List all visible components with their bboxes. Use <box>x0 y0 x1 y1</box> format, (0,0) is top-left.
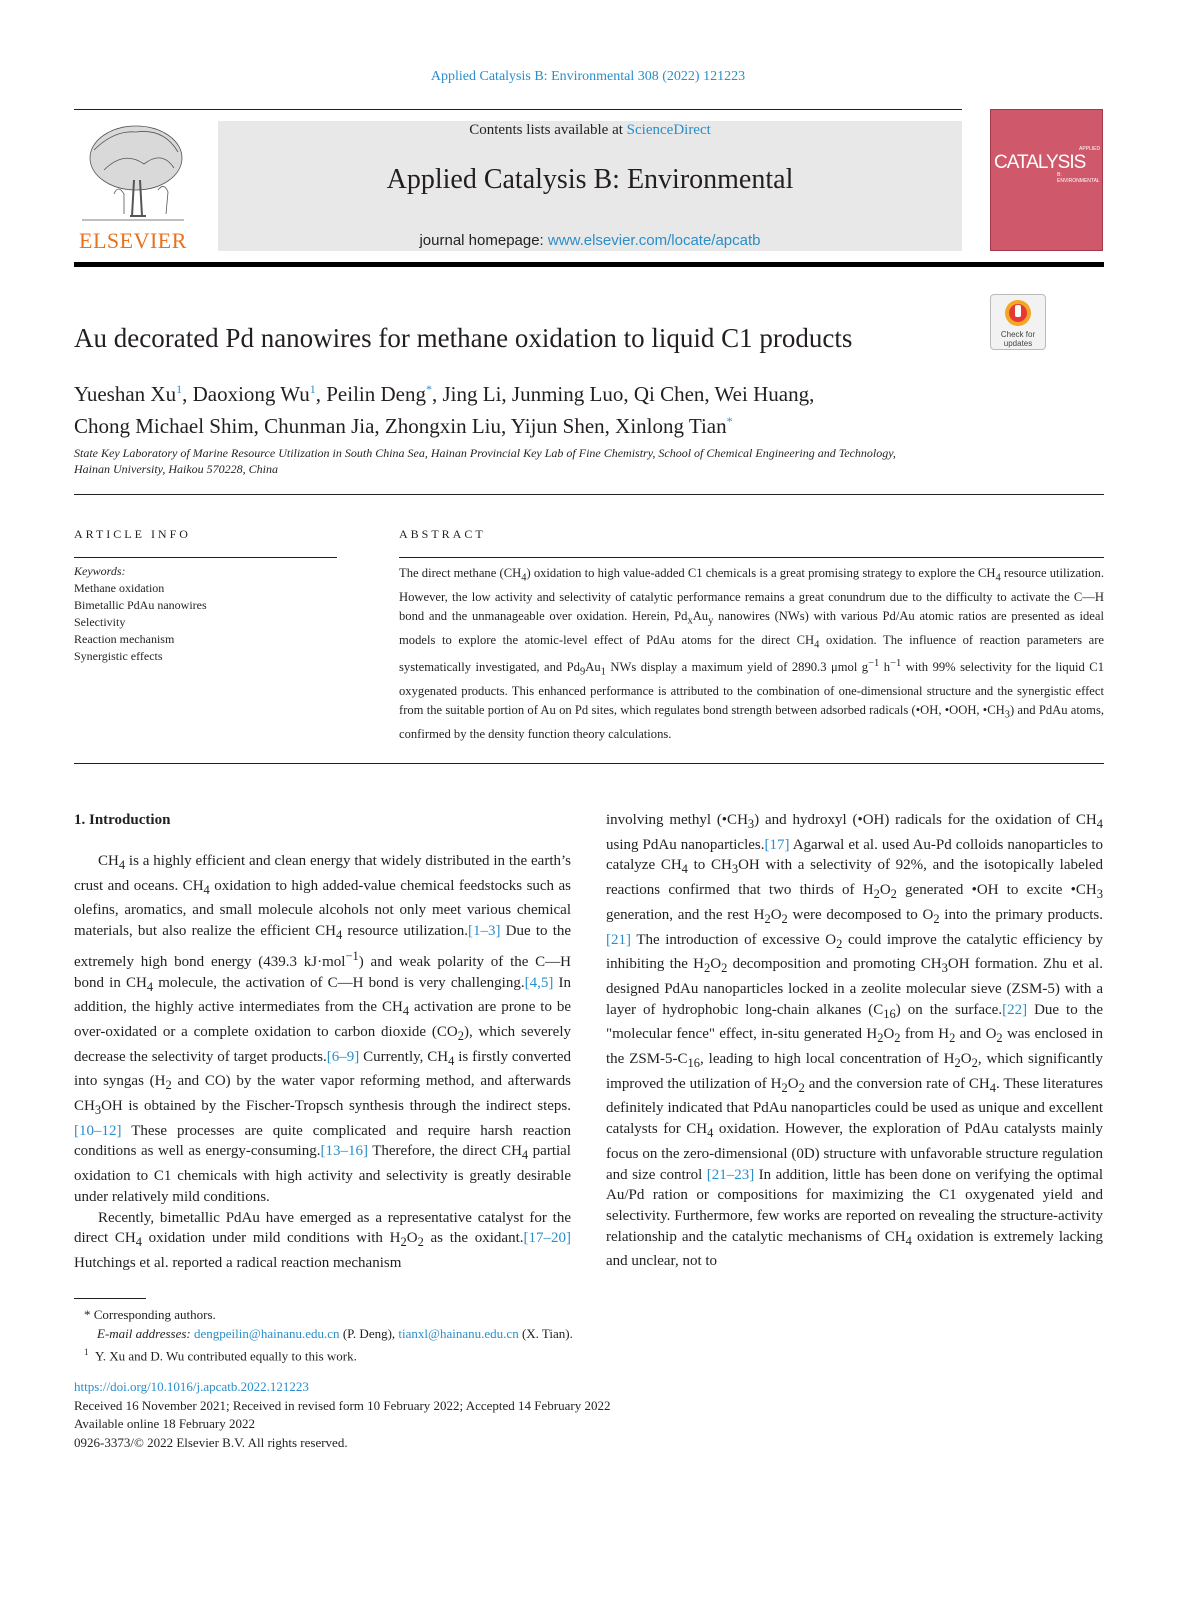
author-mark[interactable]: 1 <box>176 382 183 396</box>
author-name[interactable]: Wei Huang <box>714 382 810 406</box>
keywords-label: Keywords: <box>74 564 126 578</box>
affiliation-line-1: State Key Laboratory of Marine Resource Utilization in South China Sea, Hainan Provincial Key Lab of Fine Chemistry, School of Chemical Engineering and Technology, <box>74 446 896 460</box>
author-separator: , <box>501 382 512 406</box>
footnote-rule <box>74 1298 146 1299</box>
copyright: 0926-3373/© 2022 Elsevier B.V. All rights reserved. <box>74 1435 348 1451</box>
author-separator: , <box>182 382 193 406</box>
keywords-block <box>74 563 337 665</box>
contents-line <box>218 122 962 139</box>
equal-text: Y. Xu and D. Wu contributed equally to this work. <box>95 1348 357 1364</box>
author-line-1 <box>74 376 974 408</box>
introduction-right-column <box>606 810 1103 1272</box>
email-deng-who: (P. Deng), <box>339 1326 399 1341</box>
author-name[interactable]: Jing Li <box>442 382 502 406</box>
author-separator: , <box>809 382 815 406</box>
intro-paragraph: $CH_4$ is a highly efficient and clean energy that widely distributed in the earth’s crust and oceans. $CH_4$ oxidation to high added-value chemical feedstocks such as olefins, aromatics, and small molecule alcohols not only meet various chemical materials, but also realize the efficient $CH_4$ resource utilization.[1–3] Due to the extremely high bond energy (439.3 kJ·mol$^{-1}$) and weak polarity of the C—H bond in $CH_4$ molecule, the activation of C—H bond is very challenging.[4,5] In addition, the highly active intermediates from the $CH_4$ activation are prone to be over-oxidated or a complete oxidation to carbon dioxide $(CO_2)$, which severely decrease the selectivity of target products.[6–9] Currently, $CH_4$ is firstly converted into syngas ($H_2$ and CO) by the water vapor reforming method, and afterwards $CH_3OH$ is obtained by the Fischer-Tropsch synthesis through the indirect steps.[10–12] These processes are quite complicated and require harsh reaction conditions as well as energy-consuming.[13–16] Therefore, the direct $CH_4$ partial oxidation to C1 chemicals with high activity and selectivity is greatly desirable under relatively mild conditions. <box>74 853 572 1205</box>
author-separator: , <box>432 382 443 406</box>
abstract-text: The direct methane $(CH_4)$ oxidation to high value-added C1 chemicals is a great promising strategy to explore the $CH_4$ resource utilization. However, the low activity and selectivity of catalytic performance remains a great conundrum due to the difficulty to activate the C—H bond and the unmanageable over oxidation. Herein, $Pd_xAu_y$ nanowires (NWs) with various Pd/Au atomic ratios are presented as ideal models to explore the atomic-level effect of PdAu atoms for the direct $CH_4$ oxidation. The influence of reaction parameters are systematically investigated, and $Pd_9Au_1$ NWs display a maximum yield of 2890.3 μmol $g^{-1}$ $h^{-1}$ with 99% selectivity for the liquid C1 oxygenated products. This enhanced performance is attributed to the combination of one-dimensional structure and the synergistic effect from the suitable portion of Au on Pd sites, which regulates bond strength between adsorbed radicals (•OH, •OOH, $•CH_3$) and PdAu atoms, confirmed by the density function theory calculations. <box>399 566 1105 741</box>
intro-paragraph: Recently, bimetallic PdAu have emerged as a representative catalyst for the direct $CH_4$ oxidation under mild conditions with $H_2O_2$ as the oxidant.[17–20] Hutchings et al. reported a radical reaction mechanism <box>74 1209 571 1271</box>
article-title: Au decorated Pd nanowires for methane oxidation to liquid C1 products <box>74 323 853 353</box>
author-name[interactable]: Junming Luo <box>511 382 624 406</box>
email-note <box>74 1324 874 1343</box>
journal-banner <box>218 121 962 251</box>
author-separator: , <box>315 382 327 406</box>
citation-link[interactable]: [21–23] <box>706 1166 755 1183</box>
journal-reference-link[interactable]: Applied Catalysis B: Environmental 308 (2022) 121223 <box>430 69 746 84</box>
journal-cover-thumbnail[interactable] <box>990 109 1103 251</box>
author-name[interactable]: Xinlong Tian <box>615 414 727 438</box>
corresponding-note: * Corresponding authors. <box>84 1307 216 1322</box>
citation-link[interactable]: [1–3] <box>467 923 501 940</box>
author-separator: , <box>623 382 634 406</box>
author-name[interactable]: Yueshan Xu <box>74 382 177 406</box>
header-rule <box>74 109 962 110</box>
author-name[interactable]: Yijun Shen <box>510 414 605 438</box>
footnotes <box>74 1305 874 1365</box>
keyword-item: Bimetallic PdAu nanowires <box>74 598 207 612</box>
author-list <box>74 376 974 440</box>
author-name[interactable]: Qi Chen <box>633 382 705 406</box>
publication-info <box>74 1378 874 1453</box>
affiliation-line-2: Hainan University, Haikou 570228, China <box>74 462 278 476</box>
equal-contribution-note <box>74 1343 874 1365</box>
author-separator: , <box>704 382 715 406</box>
author-line-2 <box>74 408 974 440</box>
citation-link[interactable]: [6–9] <box>326 1048 360 1065</box>
affiliation-rule <box>74 494 1104 495</box>
equal-mark: 1 <box>84 1347 89 1357</box>
affiliation <box>74 445 974 477</box>
check-updates-icon <box>991 295 1045 331</box>
email-link-tian[interactable]: tianxl@hainanu.edu.cn <box>398 1326 519 1341</box>
abstract-rule <box>399 557 1104 558</box>
doi-link[interactable]: https://doi.org/10.1016/j.apcatb.2022.121223 <box>74 1379 309 1394</box>
homepage-line <box>218 232 962 249</box>
citation-link[interactable]: [10–12] <box>74 1122 122 1139</box>
cover-title: CATALYSIS <box>994 152 1086 173</box>
citation-link[interactable]: [17] <box>764 836 790 853</box>
author-separator: , <box>501 414 511 438</box>
check-updates-label: Check for updates <box>1000 330 1036 348</box>
header-thick-rule <box>74 262 1104 267</box>
article-info-heading: ARTICLE INFO <box>74 527 191 541</box>
author-name[interactable]: Zhongxin Liu <box>384 414 501 438</box>
email-link-deng[interactable]: dengpeilin@hainanu.edu.cn <box>194 1326 340 1341</box>
citation-link[interactable]: [17–20] <box>523 1230 571 1247</box>
author-separator: , <box>604 414 616 438</box>
author-mark[interactable]: 1 <box>309 382 316 396</box>
keyword-item: Selectivity <box>74 615 126 629</box>
author-mark[interactable]: * <box>726 414 733 428</box>
author-mark[interactable]: * <box>426 382 432 396</box>
citation-link[interactable]: [4,5] <box>524 974 554 991</box>
journal-title: Applied Catalysis B: Environmental <box>386 164 794 195</box>
email-label: E-mail addresses: <box>97 1326 195 1341</box>
keyword-item: Methane oxidation <box>74 581 165 595</box>
intro-paragraph: involving methyl $(•CH_3)$ and hydroxyl (•OH) radicals for the oxidation of $CH_4$ using PdAu nanoparticles.[17] Agarwal et al. used Au-Pd colloids nanoparticles to catalyze $CH_4$ to $CH_3OH$ with a selectivity of 92%, and the isotopically labeled reactions confirmed that two thirds of $H_2O_2$ generated •OH to excite $•CH_3$ generation, and the rest $H_2O_2$ were decomposed to $O_2$ into the primary products.[21] The introduction of excessive $O_2$ could improve the catalytic efficiency by inhibiting the $H_2O_2$ decomposition and promoting $CH_3OH$ formation. Zhu et al. designed PdAu nanoparticles locked in a zeolite molecular sieve (ZSM-5) with a layer of hydrophobic long-chain alkanes $(C_{16})$ on the surface.[22] Due to the "molecular fence" effect, in-situ generated $H_2O_2$ from $H_2$ and $O_2$ was enclosed in the ZSM-$5-C_{16}$, leading to high local concentration of $H_2O_2$, which significantly improved the utilization of $H_2O_2$ and the conversion rate of $CH_4$. These literatures definitely indicated that PdAu nanoparticles could be used as unique and excellent catalysts for $CH_4$ oxidation. However, the exploration of PdAu catalysts mainly focus on the zero-dimensional (0D) structure with unfavorable structure regulation and size control [21–23] In addition, little has been done on verifying the optimal Au/Pd ration or compositions for maximizing the C1 oxygenated yield and selectivity. Furthermore, few works are reported on revealing the structure-activity relationship and the catalytic mechanisms of $CH_4$ oxidation is extremely lacking and unclear, not to <box>606 812 1104 1270</box>
abstract-heading: ABSTRACT <box>399 527 486 541</box>
received-dates: Received 16 November 2021; Received in revised form 10 February 2022; Accepted 14 February 2022 <box>74 1397 611 1413</box>
author-name[interactable]: Chunman Jia <box>264 414 375 438</box>
author-name[interactable]: Peilin Deng <box>326 382 426 406</box>
contents-prefix: Contents lists available at <box>469 122 627 138</box>
cover-applied-text: APPLIED <box>1079 146 1101 152</box>
keyword-item: Synergistic effects <box>74 649 163 663</box>
homepage-prefix: journal homepage: <box>419 232 548 249</box>
citation-link[interactable]: [21] <box>606 931 631 948</box>
keyword-item: Reaction mechanism <box>74 632 175 646</box>
cover-subtitle: B: ENVIRONMENTAL <box>1057 172 1100 184</box>
author-name[interactable]: Daoxiong Wu <box>192 382 310 406</box>
author-separator: , <box>374 414 385 438</box>
email-tian-who: (X. Tian). <box>518 1326 573 1341</box>
author-separator: , <box>253 414 265 438</box>
citation-link[interactable]: [13–16] <box>320 1143 368 1160</box>
sciencedirect-link[interactable]: ScienceDirect <box>626 122 711 138</box>
check-for-updates-button[interactable] <box>990 294 1046 350</box>
article-info-rule <box>74 557 337 558</box>
introduction-left-column <box>74 851 571 1274</box>
homepage-link[interactable]: www.elsevier.com/locate/apcatb <box>547 232 761 249</box>
introduction-heading: 1. Introduction <box>74 812 171 828</box>
abstract-end-rule <box>74 763 1104 764</box>
citation-link[interactable]: [22] <box>1002 1001 1028 1018</box>
available-online: Available online 18 February 2022 <box>74 1416 255 1432</box>
author-name[interactable]: Chong Michael Shim <box>74 414 254 438</box>
elsevier-wordmark: ELSEVIER <box>79 228 187 253</box>
